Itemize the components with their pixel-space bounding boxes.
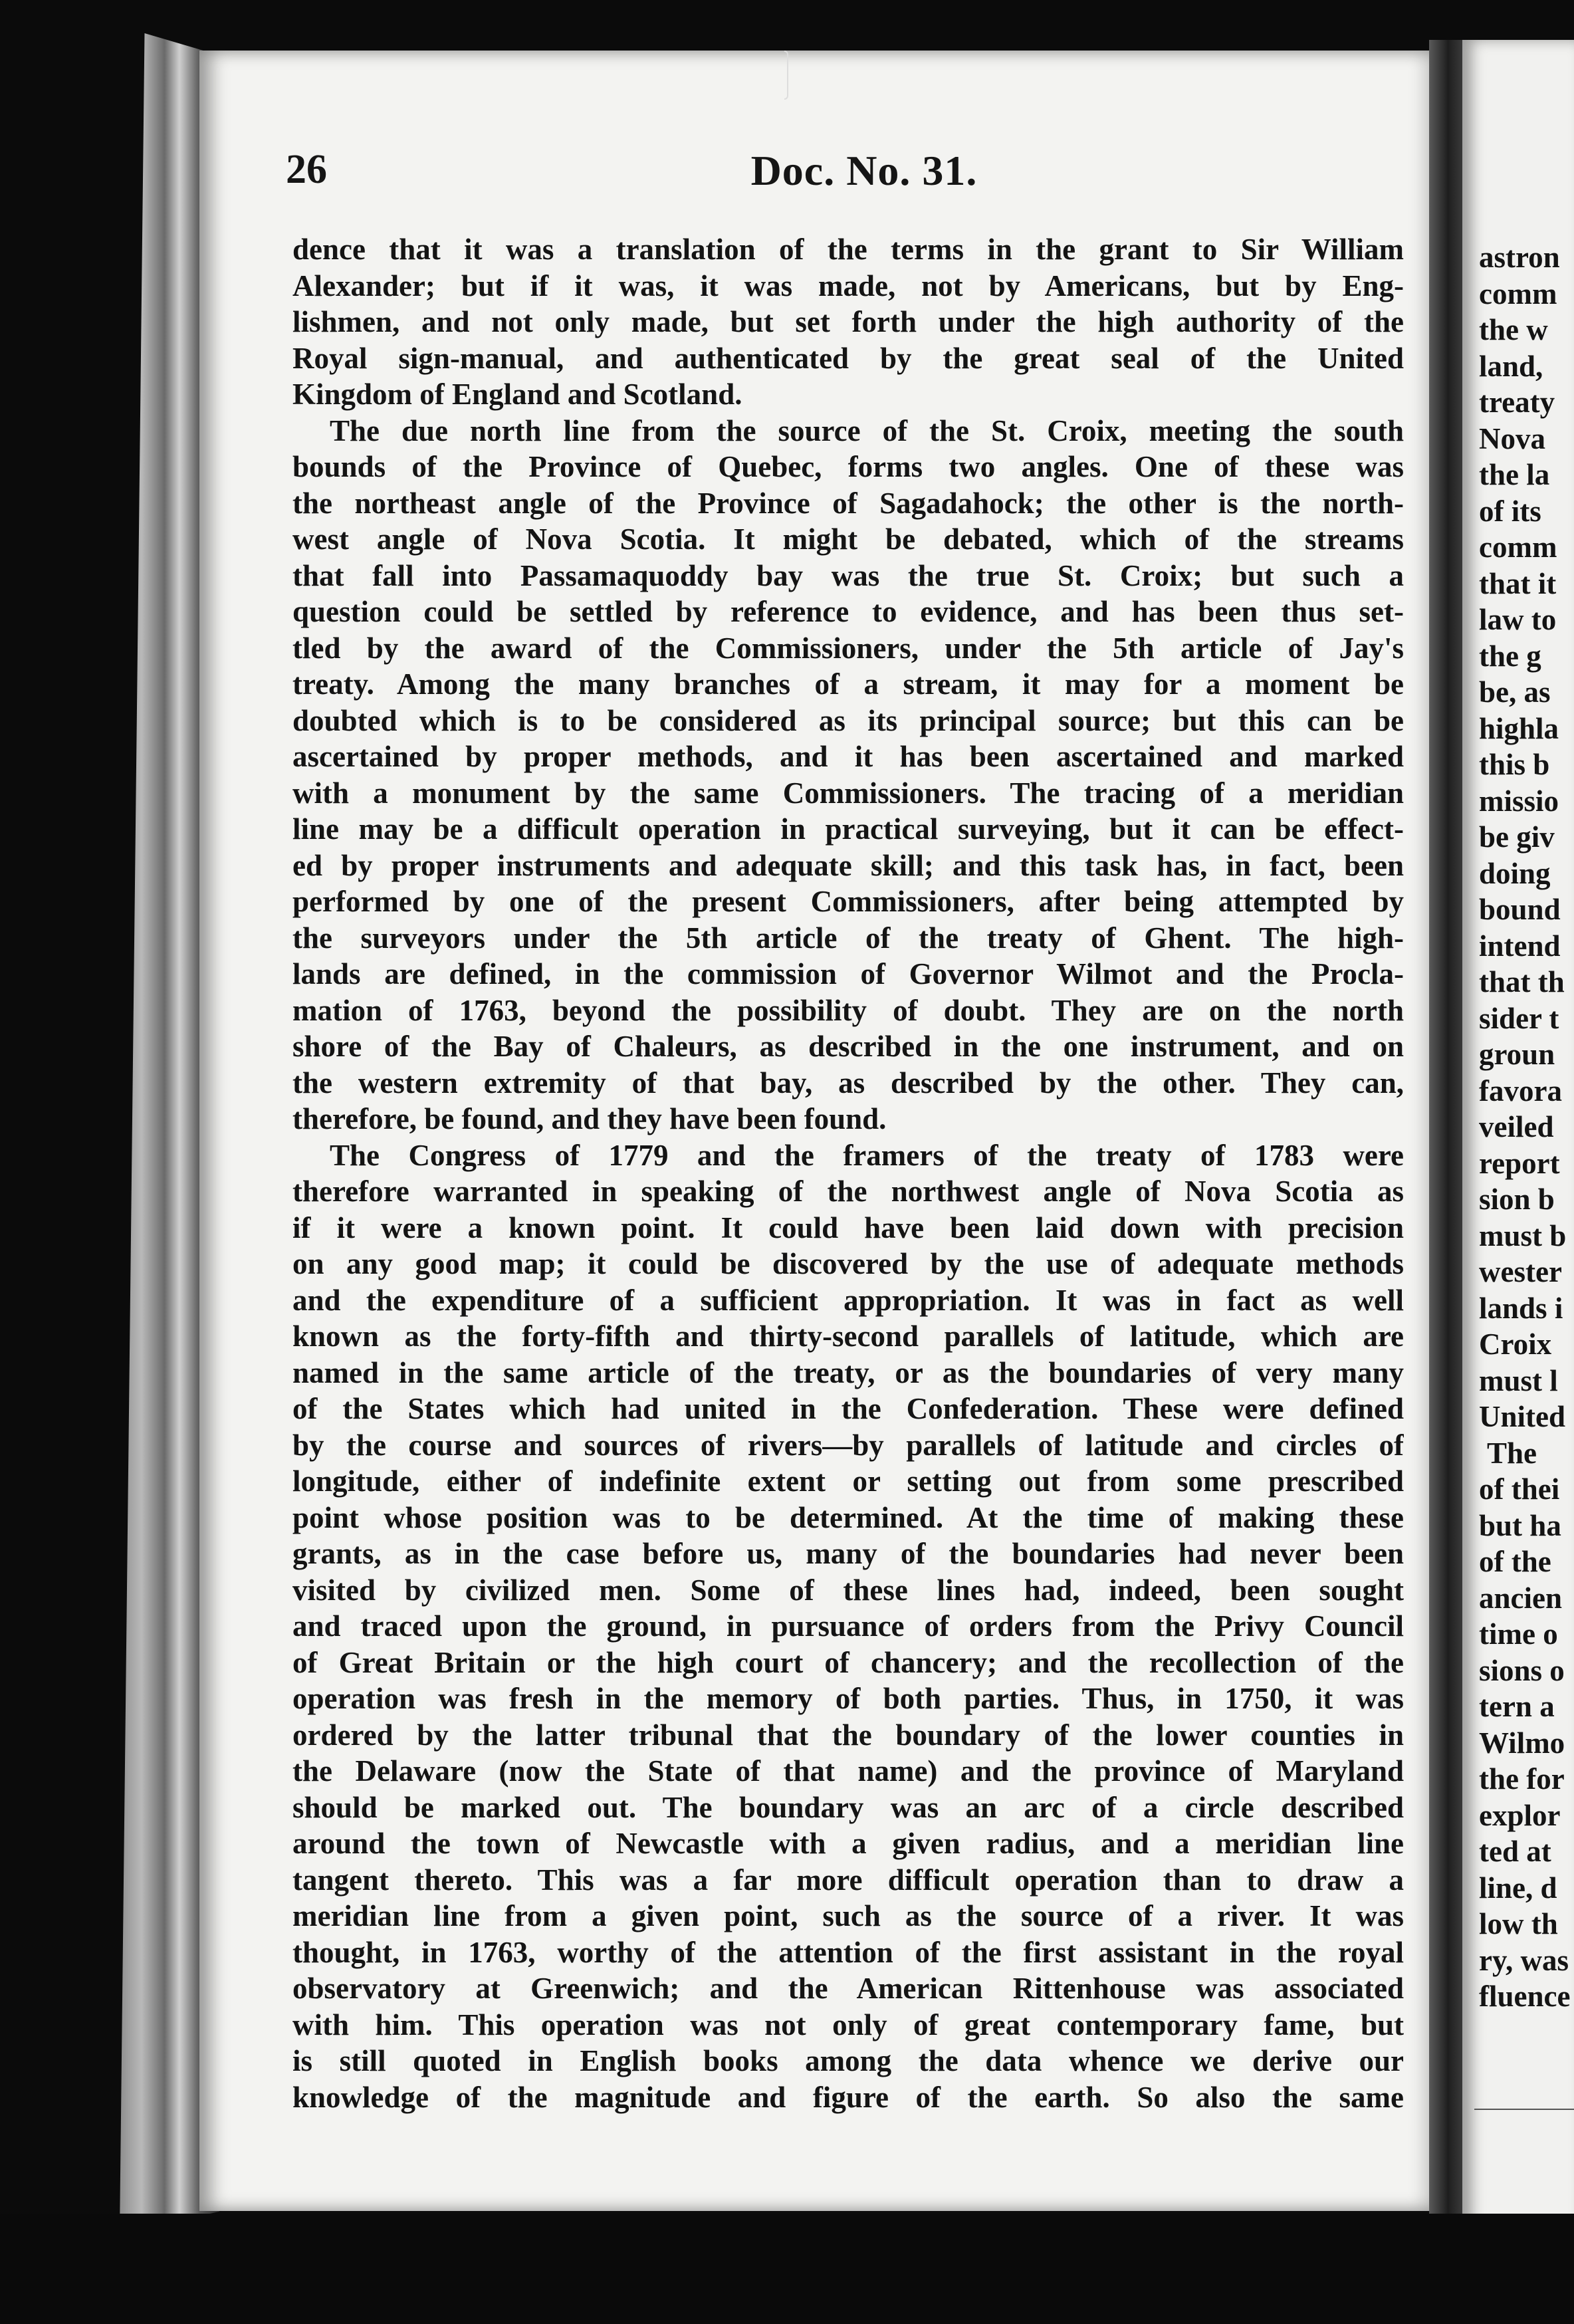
text-line: visited by civilized men. Some of these lines had, indeed, been sought — [292, 1573, 1404, 1607]
facing-page-line: must b — [1479, 1219, 1567, 1252]
facing-page-line: low th — [1479, 1907, 1558, 1940]
text-line: around the town of Newcastle with a given radius, and a meridian line — [292, 1827, 1404, 1860]
text-line: is still quoted in English books among the data whence we derive our — [292, 2044, 1404, 2077]
facing-page-line: of the — [1479, 1545, 1551, 1578]
text-line: and the expenditure of a sufficient appropriation. It was in fact as well — [292, 1283, 1404, 1317]
facing-page-line: law to — [1479, 603, 1557, 636]
text-line: Alexander; but if it was, it was made, not by Americans, but by Eng- — [292, 269, 1404, 302]
text-line: should be marked out. The boundary was an arc of a circle described — [292, 1790, 1404, 1824]
text-line: bounds of the Province of Quebec, forms two angles. One of these was — [292, 450, 1404, 483]
text-line: treaty. Among the many branches of a stream, it may for a moment be — [292, 667, 1404, 701]
facing-page-line: the g — [1479, 639, 1541, 673]
facing-page-line: must l — [1479, 1363, 1558, 1397]
text-line: therefore, be found, and they have been found. — [292, 1102, 887, 1135]
text-line: question could be settled by reference to evidence, and has been thus set- — [292, 595, 1404, 628]
text-line: performed by one of the present Commissioners, after being attempted by — [292, 885, 1404, 918]
text-line: knowledge of the magnitude and figure of the earth. So also the same — [292, 2080, 1404, 2114]
body-text — [292, 231, 1404, 2115]
text-line: ed by proper instruments and adequate skill; and this task has, in fact, been — [292, 848, 1404, 882]
facing-page-line: comm — [1479, 277, 1557, 310]
text-line: doubted which is to be considered as its principal source; but this can be — [292, 703, 1404, 737]
facing-page-line: this b — [1479, 748, 1550, 781]
facing-page-line: Croix — [1479, 1328, 1552, 1361]
facing-page-line: report — [1479, 1146, 1560, 1180]
text-line: by the course and sources of rivers—by parallels of latitude and circles of — [292, 1428, 1404, 1462]
page-header — [286, 146, 1403, 206]
facing-page-line: land, — [1479, 349, 1543, 383]
text-line: The due north line from the source of the St. Croix, meeting the south — [330, 413, 1404, 447]
text-line: of the States which had united in the Confederation. These were defined — [292, 1392, 1404, 1425]
facing-page-line: United — [1479, 1400, 1566, 1433]
facing-page-line: sions o — [1479, 1653, 1565, 1687]
facing-page-line: sion b — [1479, 1183, 1555, 1216]
text-line: the northeast angle of the Province of Sagadahock; the other is the north- — [292, 486, 1404, 520]
facing-page-line: that it — [1479, 566, 1557, 600]
text-line: the surveyors under the 5th article of the treaty of Ghent. The high- — [292, 921, 1404, 955]
text-line: point whose position was to be determined. At the time of making these — [292, 1500, 1404, 1534]
text-line: ascertained by proper methods, and it has been ascertained and marked — [292, 740, 1404, 773]
scan-artifact — [784, 51, 788, 100]
facing-page-line: wester — [1479, 1255, 1562, 1288]
text-line: The Congress of 1779 and the framers of the treaty of 1783 were — [330, 1138, 1404, 1172]
facing-page-line: of thei — [1479, 1472, 1560, 1506]
facing-page-line: missio — [1479, 784, 1559, 818]
facing-page-line: Nova — [1479, 421, 1545, 455]
facing-page-line: favora — [1479, 1074, 1562, 1107]
scan-bottom-edge — [0, 2214, 1574, 2324]
page-number: 26 — [286, 147, 327, 192]
text-line: grants, as in the case before us, many of the boundaries had never been — [292, 1537, 1404, 1570]
facing-page-line: but ha — [1479, 1508, 1561, 1542]
text-line: tangent thereto. This was a far more difficult operation than to draw a — [292, 1863, 1404, 1897]
facing-page-line: line, d — [1479, 1871, 1557, 1905]
text-line: Royal sign-manual, and authenticated by the great seal of the United — [292, 341, 1404, 375]
facing-page-line: fluence — [1479, 1980, 1571, 2013]
text-line: dence that it was a translation of the terms in the grant to Sir William — [292, 233, 1404, 266]
text-line: longitude, either of indefinite extent or setting out from some prescribed — [292, 1464, 1404, 1498]
text-line: with him. This operation was not only of great contemporary fame, but — [292, 2008, 1404, 2041]
text-line: lishmen, and not only made, but set forth under the high authority of the — [292, 305, 1404, 338]
facing-page-line: be, as — [1479, 675, 1551, 709]
text-line: lands are defined, in the commission of Governor Wilmot and the Procla- — [292, 957, 1404, 990]
facing-page-line: groun — [1479, 1038, 1555, 1071]
text-line: shore of the Bay of Chaleurs, as described in the one instrument, and on — [292, 1030, 1404, 1063]
facing-page-line: tern a — [1479, 1690, 1555, 1723]
text-line: therefore warranted in speaking of the northwest angle of Nova Scotia as — [292, 1175, 1404, 1208]
text-line: thought, in 1763, worthy of the attention of the first assistant in the royal — [292, 1935, 1404, 1969]
facing-page-line: Wilmo — [1479, 1726, 1565, 1760]
text-line: operation was fresh in the memory of both parties. Thus, in 1750, it was — [292, 1682, 1404, 1715]
text-line: if it were a known point. It could have been laid down with precision — [292, 1211, 1404, 1244]
facing-page-line: highla — [1479, 711, 1559, 745]
text-line: line may be a difficult operation in practical surveying, but it can be effect- — [292, 812, 1404, 846]
facing-page-line: sider t — [1479, 1001, 1559, 1035]
facing-page-line: The — [1487, 1436, 1537, 1470]
text-line: tled by the award of the Commissioners, under the 5th article of Jay's — [292, 631, 1404, 665]
text-line: ordered by the latter tribunal that the boundary of the lower counties in — [292, 1718, 1404, 1752]
facing-page-line: lands i — [1479, 1291, 1563, 1325]
text-line: observatory at Greenwich; and the American Rittenhouse was associated — [292, 1972, 1404, 2005]
facing-page-line: bound — [1479, 893, 1561, 926]
text-line: the western extremity of that bay, as described by the other. They can, — [292, 1066, 1404, 1100]
facing-page-line: treaty — [1479, 386, 1555, 419]
facing-page-line: doing — [1479, 856, 1551, 890]
facing-page-line: astron — [1479, 241, 1560, 274]
book-gutter — [1429, 40, 1464, 2214]
facing-page-line: that th — [1479, 965, 1565, 998]
facing-page-rule — [1474, 2109, 1574, 2110]
facing-page-line: ancien — [1479, 1581, 1563, 1615]
text-line: meridian line from a given point, such as the source of a river. It was — [292, 1899, 1404, 1932]
text-line: Kingdom of England and Scotland. — [292, 378, 742, 411]
text-line: west angle of Nova Scotia. It might be debated, which of the streams — [292, 523, 1404, 556]
facing-page-line: veiled — [1479, 1110, 1554, 1143]
facing-page-line: of its — [1479, 494, 1541, 528]
text-line: on any good map; it could be discovered by the use of adequate methods — [292, 1247, 1404, 1280]
facing-page-line: the w — [1479, 313, 1548, 346]
text-line: of Great Britain or the high court of chancery; and the recollection of the — [292, 1645, 1404, 1679]
facing-page-line: comm — [1479, 530, 1557, 564]
facing-page-text — [1479, 239, 1574, 2015]
text-line: mation of 1763, beyond the possibility of doubt. They are on the north — [292, 993, 1404, 1027]
facing-page-line: be giv — [1479, 820, 1555, 854]
facing-page-line: intend — [1479, 929, 1561, 963]
text-line: the Delaware (now the State of that name) and the province of Maryland — [292, 1754, 1404, 1788]
text-line: known as the forty-fifth and thirty-second parallels of latitude, which are — [292, 1320, 1404, 1353]
facing-page-line: ted at — [1479, 1835, 1551, 1868]
running-head: Doc. No. 31. — [750, 147, 978, 194]
text-line: and traced upon the ground, in pursuance of orders from the Privy Council — [292, 1609, 1404, 1643]
facing-page-line: ry, was — [1479, 1943, 1569, 1977]
text-line: that fall into Passamaquoddy bay was the true St. Croix; but such a — [292, 558, 1404, 592]
facing-page-line: time o — [1479, 1617, 1558, 1651]
facing-page-line: the for — [1479, 1762, 1565, 1796]
text-line: with a monument by the same Commissioners. The tracing of a meridian — [292, 776, 1404, 810]
facing-page-line: explor — [1479, 1798, 1561, 1832]
text-line: named in the same article of the treaty, or as the boundaries of very many — [292, 1355, 1404, 1389]
facing-page-line: the la — [1479, 458, 1550, 491]
